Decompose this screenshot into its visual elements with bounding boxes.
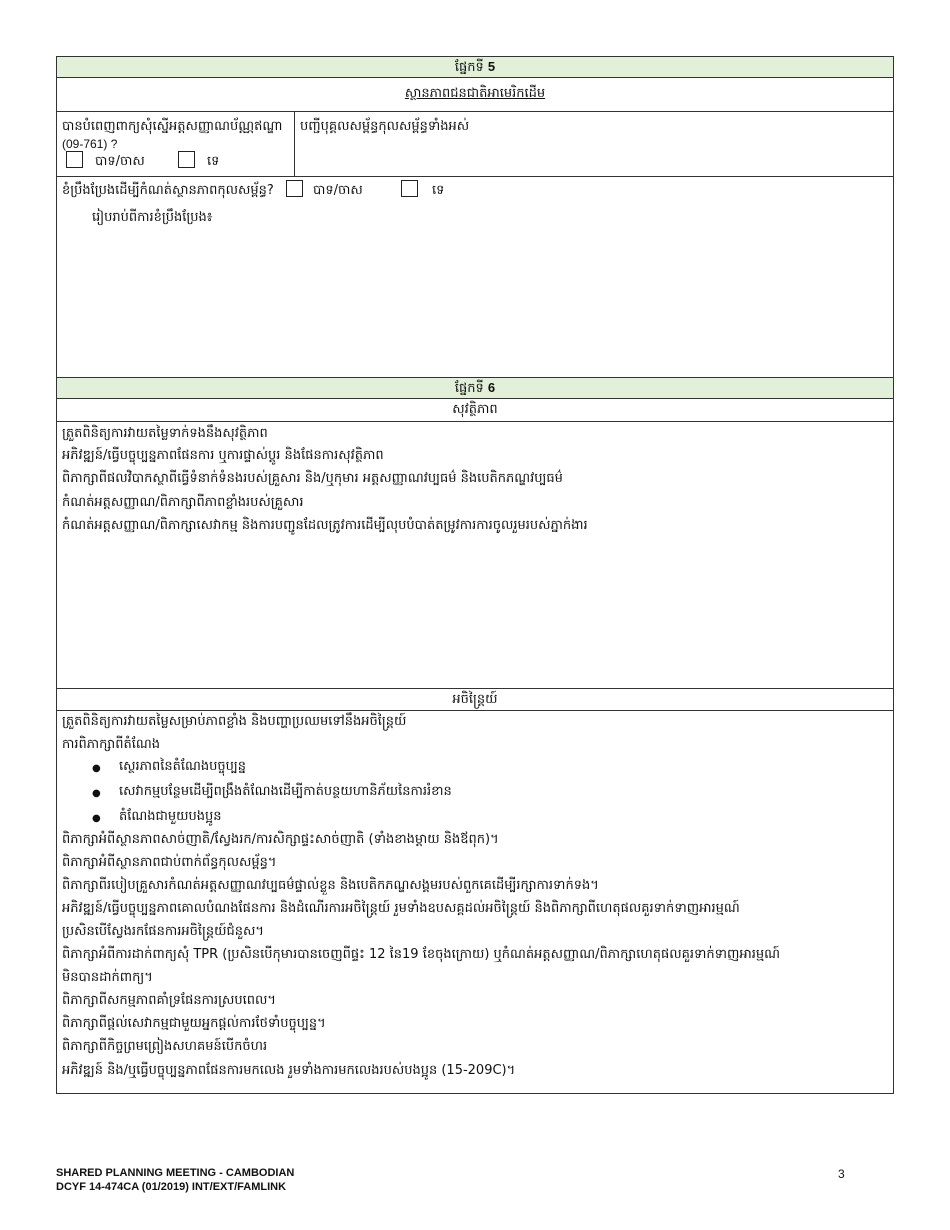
permanency-line: ពិភាក្សាពីកិច្ចព្រមព្រៀងសហគមន៍បើកចំហរ: [62, 1039, 268, 1054]
page-number: 3: [838, 1167, 845, 1181]
permanency-line: ប្រសិនបើស្វែងរកផែនការអចិន្ត្រៃយ៍ជំនួស។: [62, 924, 264, 939]
section6-subtitle-row: [56, 398, 894, 422]
permanency-line: អភិវឌ្ឍន៍/ធ្វើបច្ចុប្បន្នភាពគោលបំណងផែនការ និងដំណើរការអចិន្ត្រៃយ៍ រួមទាំងឧបសគ្គដល់អចិន្ត្រៃយ៍ និងពិភាក្សាពីហេតុផលគួរទាក់ទាញអារម្មណ៍: [62, 901, 740, 916]
icw-yes-label: បាទ/ចាស: [95, 154, 145, 169]
permanency-line: មិនបានដាក់ពាក្យ។: [62, 970, 153, 985]
efforts-yes-label: បាទ/ចាស: [313, 183, 363, 198]
section5-subtitle: ស្ថានភាពជនជាតិអាមេរិកដើម: [404, 86, 546, 101]
icw-yes-checkbox[interactable]: [66, 151, 83, 168]
placement-bullet: តំណែងជាមួយបងប្អូន: [119, 809, 222, 824]
permanency-line: ពិភាក្សាអំពីស្ថានភាពសាច់ញាតិ/ស្វែងរក/ការសិក្សាផ្ទះសាច់ញាតិ (ទាំងខាងម្តាយ និងឪពុក)។: [62, 832, 499, 847]
permanency-line: ពិភាក្សាពីរបៀបគ្រួសារកំណត់អត្តសញ្ញាណវប្បធម៌ផ្ទាល់ខ្លួន និងបេតិកភណ្ឌសង្គមរបស់ពួកគេដើម្បីរក្សាការទាក់ទង។: [62, 878, 599, 893]
permanency-title-row: [56, 688, 894, 711]
section6-header-prefix: ផ្នែកទី: [454, 381, 484, 396]
bullet-dot-icon: ●: [92, 813, 101, 824]
permanency-line: អភិវឌ្ឍន៍ និង/ឬធ្វើបច្ចុប្បន្នភាពផែនការមកលេង រួមទាំងការមកលេងរបស់បងប្អូន (15-209C)។: [62, 1063, 516, 1078]
footer-form-code: DCYF 14-474CA (01/2019) INT/EXT/FAMLINK: [56, 1181, 287, 1193]
permanency-title: អចិន្ត្រៃយ៍: [452, 692, 498, 707]
safety-item: ពិភាក្សាពីផលវិបាកស្ថាពីធ្វើទំនាក់ទំនងរបស់គ្រួសារ និង/ឬកុមារ អត្តសញ្ញាណវប្បធម៌ និងបេតិកភណ្ឌវប្បធម៌: [62, 471, 563, 486]
section6-header: [56, 377, 894, 399]
icw-no-checkbox[interactable]: [178, 151, 195, 168]
placement-bullet: ស្ថេរភាពនៃតំណែងបច្ចុប្បន្ន: [119, 759, 247, 774]
icw-question: បានបំពេញពាក្យសុំស្នើអត្តសញ្ញាណប័ណ្ណឥណ្ឌា: [62, 119, 283, 134]
placement-label: ការពិភាក្សាពីតំណែង: [62, 737, 160, 752]
placement-bullet: សេវាកម្មបន្ថែមដើម្បីពង្រឹងតំណែងដើម្បីកាត់បន្ថយហានិភ័យនៃការរំខាន: [119, 784, 452, 799]
bullet-dot-icon: ●: [92, 788, 101, 799]
section6-header-number: 6: [487, 380, 496, 395]
safety-item: កំណត់អត្តសញ្ញាណ/ពិភាក្សាពីភាពខ្លាំងរបស់គ្រួសារ: [62, 495, 304, 510]
section5-divider: [294, 111, 295, 177]
permanency-line: ពិភាក្សាពីផ្តល់សេវាកម្មជាមួយអ្នកផ្តល់ការថែទាំបច្ចុប្បន្ន។: [62, 1016, 326, 1031]
permanency-line: ពិភាក្សាអំពីស្ថានភាពជាប់ពាក់ព័ន្ធកុលសម្ព័ន្ធ។: [62, 855, 277, 870]
safety-item: អភិវឌ្ឍន៍/ធ្វើបច្ចុប្បន្នភាពផែនការ ឬការផ្ទាស់ប្តូរ និងផែនការសុវត្ថិភាព: [62, 448, 384, 463]
safety-item: ត្រួតពិនិត្យការវាយតម្លៃទាក់ទងនឹងសុវត្ថិភាព: [62, 426, 268, 441]
efforts-no-checkbox[interactable]: [401, 180, 418, 197]
permanency-intro: ត្រួតពិនិត្យការវាយតម្លៃសម្រាប់ភាពខ្លាំង និងបញ្ហាប្រឈមទៅនឹងអចិន្ត្រៃយ៍: [62, 714, 407, 729]
icw-no-label: ទេ: [207, 154, 220, 169]
section5-header: [56, 56, 894, 78]
permanency-line: ពិភាក្សាអំពីការដាក់ពាក្យសុំ TPR (ប្រសិនបើកុមារបានចេញពីផ្ទះ 12 នៃ19 ខែចុងក្រោយ) ឬកំណត់អត្តសញ្ញាណ/ពិភាក្សាហេតុផលគួរទាក់ទាញអារម្មណ៍: [62, 947, 781, 962]
icw-form-code: (09-761) ?: [62, 137, 118, 151]
permanency-line: ពិភាក្សាពីសកម្មភាពគាំទ្រផែនការស្របពេល។: [62, 993, 276, 1008]
efforts-describe-label: រៀបរាប់ពីការខំប្រឹងប្រែង៖: [92, 210, 213, 225]
section5-header-prefix: ផ្នែកទី: [454, 60, 484, 75]
section5-header-number: 5: [487, 59, 496, 74]
relatives-label: បញ្ជីបុគ្គលសម្ព័ន្ធកុលសម្ព័ន្ធទាំងអស់: [300, 119, 470, 134]
section5-subtitle-row: [56, 77, 894, 112]
safety-item: កំណត់អត្តសញ្ញាណ/ពិភាក្សាសេវាកម្ម និងការបញ្ជូនដែលត្រូវការដើម្បីលុបបំបាត់តម្រូវការការចូលរួមរបស់ភ្នាក់ងារ: [62, 518, 588, 533]
efforts-yes-checkbox[interactable]: [286, 180, 303, 197]
section6-subtitle: សុវត្ថិភាព: [452, 402, 498, 417]
section5-efforts-box: [56, 176, 894, 378]
footer-title: SHARED PLANNING MEETING - CAMBODIAN: [56, 1167, 295, 1179]
efforts-question: ខំប្រឹងប្រែងដើម្បីកំណត់ស្ថានភាពកុលសម្ព័ន្ធ?: [62, 183, 274, 198]
efforts-no-label: ទេ: [432, 183, 445, 198]
bullet-dot-icon: ●: [92, 763, 101, 774]
